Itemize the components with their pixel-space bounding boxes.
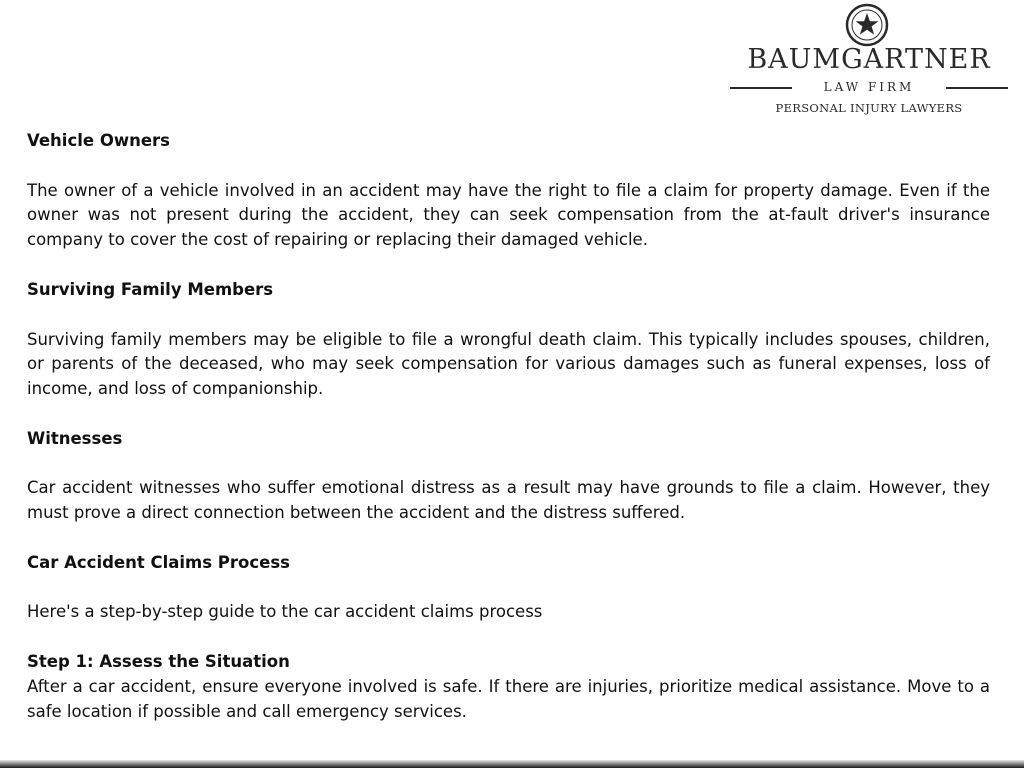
- heading-witnesses: Witnesses: [27, 428, 123, 448]
- logo-name: BAUMGARTNER: [747, 44, 991, 75]
- logo-tagline: PERSONAL INJURY LAWYERS: [775, 101, 963, 115]
- logo-rule-right: [946, 87, 1008, 89]
- paragraph-witnesses: Car accident witnesses who suffer emotional distress as a result may have grounds to file a claim. However, they must prove a direct connection between the accident and the distress suffered.: [27, 478, 990, 523]
- spacer: [27, 575, 990, 600]
- paragraph-step-1: After a car accident, ensure everyone involved is safe. If there are injuries, prioritize medical assistance. Move to a safe location if possible and call emergency services.: [27, 676, 990, 721]
- law-firm-logo: [724, 0, 1014, 122]
- heading-step-1: Step 1: Assess the Situation: [27, 652, 290, 672]
- paragraph-vehicle-owners: The owner of a vehicle involved in an accident may have the right to file a claim for property damage. Even if the owner was not present during the accident, they can seek compensation from the at-fault driver's insurance company to cover the cost of repairing or replacing their damaged vehicle.: [27, 180, 990, 250]
- logo-rule-left: [730, 87, 792, 89]
- heading-surviving-family: Surviving Family Members: [27, 279, 274, 299]
- spacer: [27, 154, 990, 179]
- document-body: [27, 129, 990, 724]
- paragraph-claims-process: Here's a step-by-step guide to the car accident claims process: [27, 602, 543, 622]
- paragraph-surviving-family: Surviving family members may be eligible to file a wrongful death claim. This typically includes spouses, children, or parents of the deceased, who may seek compensation for various damages such as funeral expenses, loss of income, and loss of companionship.: [27, 329, 990, 398]
- spacer: [27, 402, 990, 427]
- spacer: [27, 625, 990, 650]
- bottom-rule: [0, 760, 1024, 768]
- logo-subtitle: LAW FIRM: [823, 80, 915, 94]
- heading-vehicle-owners: Vehicle Owners: [27, 131, 170, 150]
- spacer: [27, 253, 990, 278]
- spacer: [27, 303, 990, 328]
- heading-claims-process: Car Accident Claims Process: [27, 552, 290, 572]
- spacer: [27, 451, 990, 476]
- logo-subtitle-row: [730, 78, 1008, 96]
- spacer: [27, 526, 990, 551]
